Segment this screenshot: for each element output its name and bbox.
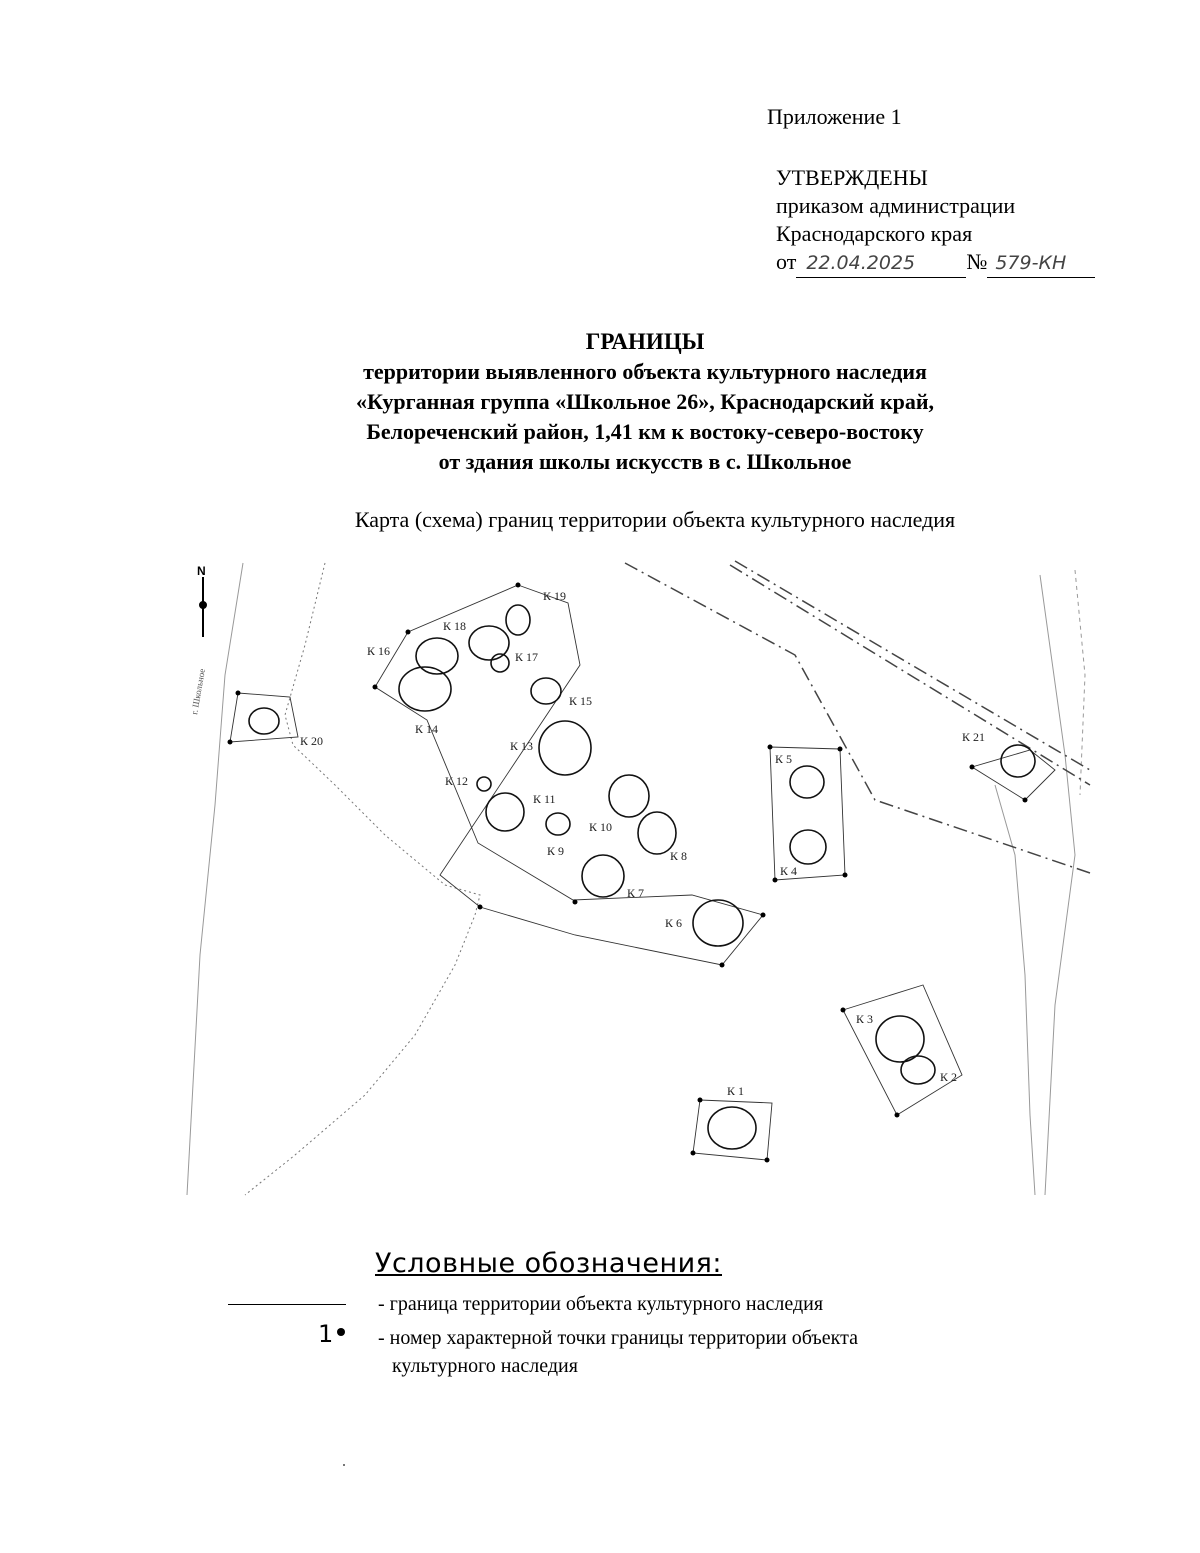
legend-title: Условные обозначения: [375,1248,722,1279]
mound-k21 [1001,745,1035,777]
mound-k15 [531,678,561,704]
scan-speck [343,1464,345,1466]
boundary-map [175,555,1095,1200]
mound-k18 [469,626,509,660]
mound-label-k18: К 18 [443,619,467,633]
boundary-point [841,1008,846,1013]
mound-label-k8: К 8 [670,849,688,863]
boundary-point [236,691,241,696]
boundary-point [838,747,843,752]
number-label: № [966,249,988,274]
title-line-3: Белореченский район, 1,41 км к востоку-северо-востоку [366,419,924,444]
mound-label-k2: К 2 [940,1070,958,1084]
approval-lines [776,164,1095,278]
mound-k1 [708,1107,756,1149]
map-caption: Карта (схема) границ территории объекта культурного наследия [354,507,956,532]
mound-k5 [790,766,824,798]
north-label: N [197,564,206,578]
mound-label-k17: К 17 [515,650,539,664]
right-field-line-3 [995,785,1035,1195]
mound-label-k9: К 9 [547,844,565,858]
approved-label: УТВЕРЖДЕНЫ [776,165,928,190]
north-arrow-dot [200,602,206,608]
legend-point-symbol [318,1320,345,1348]
boundary-point [478,905,483,910]
legend-item-point-line2: культурного наследия [392,1355,578,1377]
from-label: от [776,249,797,274]
order-date-line [776,248,1095,278]
boundary-point [720,963,725,968]
legend-point-number: 1 [318,1320,334,1348]
boundary-k21 [972,750,1055,800]
boundary-point [516,583,521,588]
mound-label-k10: К 10 [589,820,613,834]
document-title [150,327,1140,477]
road-dashed-1 [625,563,1090,873]
mound-label-k14: К 14 [415,722,439,736]
mound-k13 [539,721,591,775]
mound-k19 [506,605,530,635]
mound-label-k5: К 5 [775,752,793,766]
mound-label-k21: К 21 [962,730,986,744]
boundary-k1 [693,1100,772,1160]
handwritten-number: 579-КН [987,249,1095,278]
mound-k8 [638,812,676,854]
mound-k10 [609,775,649,817]
boundaries [230,585,1055,1160]
mound-label-k3: К 3 [856,1012,874,1026]
boundary-point [895,1113,900,1118]
north-arrow [200,577,206,637]
legend-boundary-line-symbol [228,1304,346,1305]
boundary-point [761,913,766,918]
mound-label-k6: К 6 [665,916,683,930]
boundary-k5-k4 [770,747,845,880]
mound-label-k7: К 7 [627,886,645,900]
boundary-points [228,583,1028,1163]
mound-label-k15: К 15 [569,694,593,708]
boundary-point [698,1098,703,1103]
boundary-point [765,1158,770,1163]
order-line-1: приказом администрации [776,193,1016,218]
order-line-2: Краснодарского края [776,221,973,246]
mound-k11 [486,793,524,831]
mound-labels [300,589,985,1098]
mound-label-k4: К 4 [780,864,798,878]
left-field-line [187,563,243,1195]
mound-k6 [693,900,743,946]
approval-block [767,103,1095,278]
right-field-line-1 [1040,575,1075,1195]
handwritten-date: 22.04.2025 [796,249,966,278]
boundary-point [970,765,975,770]
road-dashed-3 [735,561,1090,770]
mound-label-k19: К 19 [543,589,567,603]
mound-k20 [249,708,279,734]
boundary-point [573,900,578,905]
legend-item-point-line1: - номер характерной точки границы территории объекта [378,1327,858,1349]
mound-label-k20: К 20 [300,734,324,748]
title-line-2: «Курганная группа «Школьное 26», Краснодарский край, [355,389,935,414]
mound-k12 [477,777,491,791]
mound-k4 [790,830,826,864]
mound-label-k12: К 12 [445,774,469,788]
title-line-4: от здания школы искусств в с. Школьное [438,449,852,474]
mound-k7 [582,855,624,897]
title-line-1: территории выявленного объекта культурного наследия [363,359,927,384]
boundary-point [228,740,233,745]
roads [625,561,1090,873]
mounds [249,605,1035,1149]
mound-k3 [876,1016,924,1062]
mound-label-k11: К 11 [533,792,556,806]
legend-point-dot [337,1328,345,1336]
boundary-point [768,745,773,750]
legend-item-point [378,1324,1078,1380]
road-label: г. Школьное [189,667,208,716]
mound-label-k1: К 1 [727,1084,745,1098]
mound-label-k13: К 13 [510,739,534,753]
mound-k9 [546,813,570,835]
title-main: ГРАНИЦЫ [585,329,705,354]
legend-item-boundary: - граница территории объекта культурного наследия [378,1293,824,1315]
boundary-point [691,1151,696,1156]
boundary-point [1023,798,1028,803]
boundary-point [406,630,411,635]
boundary-point [373,685,378,690]
map-background-lines [187,563,1085,1195]
boundary-point [843,873,848,878]
mound-k2 [901,1056,935,1084]
boundary-point [773,878,778,883]
boundary-k3-k2 [843,985,962,1115]
mound-label-k16: К 16 [367,644,391,658]
appendix-label: Приложение 1 [767,104,902,129]
